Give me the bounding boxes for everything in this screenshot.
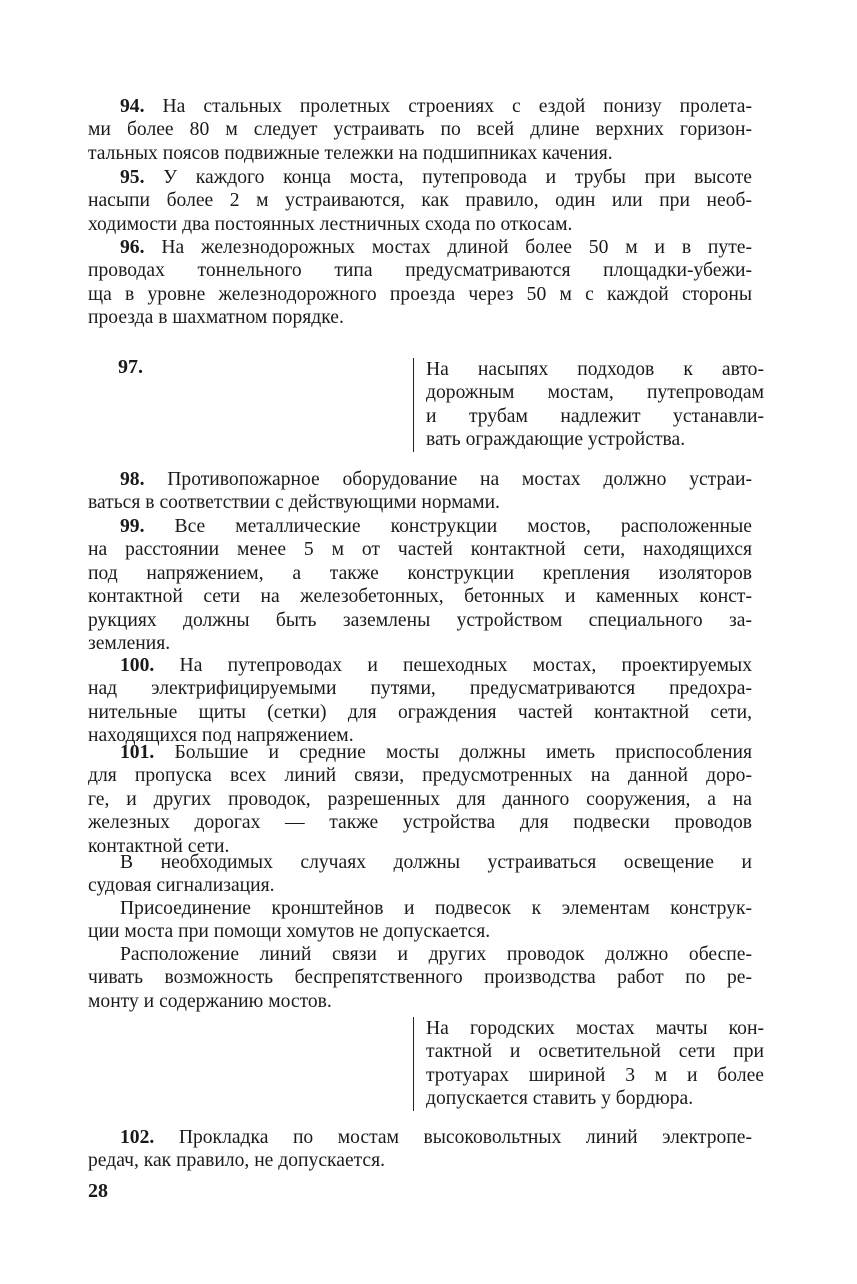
text-line: земления. — [88, 632, 171, 654]
paragraph-94 — [88, 95, 752, 165]
text-line: дорожным мостам, путепроводам — [426, 382, 764, 404]
text-line: рукциях должны быть заземлены устройством специального за- — [88, 609, 752, 631]
text-line: ми более 80 м следует устраивать по всей длине верхних горизон- — [88, 119, 752, 141]
item-number-97: 97. — [118, 356, 143, 378]
paragraph-99 — [88, 515, 752, 655]
text-line: вать ограждающие устройства. — [426, 429, 686, 451]
paragraph-101 — [88, 741, 752, 858]
text-line: под напряжением, а также конструкции крепления изоляторов — [88, 562, 752, 584]
paragraph-95 — [88, 166, 752, 236]
text-line: над электрифицируемыми путями, предусматриваются предохра- — [88, 678, 752, 700]
paragraph-101-cables — [88, 943, 752, 1013]
text-line: На путепроводах и пешеходных мостах, проектируемых — [179, 655, 752, 676]
item-number: 98. — [120, 469, 145, 490]
text-line: На насыпях подходов к авто- — [426, 359, 764, 380]
paragraph-98 — [88, 468, 752, 515]
text-line: для пропуска всех линий связи, предусмотренных на данной доро- — [88, 765, 752, 787]
text-line: ваться в соответствии с действующими нормами. — [88, 492, 500, 514]
text-line: ции моста при помощи хомутов не допускается. — [88, 921, 491, 943]
side-note-city-bridges — [413, 1017, 764, 1111]
text-line: У каждого конца моста, путепровода и трубы при высоте — [163, 167, 752, 188]
text-line: Противопожарное оборудование на мостах должно устраи- — [167, 469, 752, 490]
text-line: монту и содержанию мостов. — [88, 990, 332, 1012]
item-number: 96. — [120, 237, 145, 258]
text-line: На городских мостах мачты кон- — [426, 1018, 764, 1039]
text-line: Большие и средние мосты должны иметь приспособления — [174, 742, 752, 763]
paragraph-96 — [88, 236, 752, 330]
text-line: ща в уровне железнодорожного проезда через 50 м с каждой стороны — [88, 283, 752, 305]
text-line: насыпи более 2 м устраиваются, как правило, один или при необ- — [88, 190, 752, 212]
page-number: 28 — [88, 1180, 108, 1202]
side-note-97 — [413, 358, 764, 452]
item-number: 99. — [120, 516, 145, 537]
text-line: ходимости два постоянных лестничных схода по откосам. — [88, 213, 573, 235]
item-number: 94. — [120, 96, 145, 117]
text-line: допускается ставить у бордюра. — [426, 1088, 694, 1110]
text-line: нительные щиты (сетки) для ограждения частей контактной сети, — [88, 701, 752, 723]
text-line: проводах тоннельного типа предусматриваются площадки-убежи- — [88, 260, 752, 282]
paragraph-101-brackets — [88, 897, 752, 944]
text-line: судовая сигнализация. — [88, 875, 275, 897]
text-line: тальных поясов подвижные тележки на подшипниках качения. — [88, 142, 613, 164]
text-line: редач, как правило, не допускается. — [88, 1150, 386, 1172]
text-line: Расположение линий связи и других проводок должно обеспе- — [120, 944, 752, 965]
text-line: На стальных пролетных строениях с ездой понизу пролета- — [162, 96, 753, 117]
text-line: В необходимых случаях должны устраиваться освещение и — [120, 852, 752, 873]
text-line: контактной сети на железобетонных, бетонных и каменных конст- — [88, 586, 752, 608]
paragraph-102 — [88, 1126, 752, 1173]
item-number: 102. — [120, 1127, 155, 1148]
paragraph-100 — [88, 654, 752, 748]
paragraph-101-lighting — [88, 851, 752, 898]
text-line: железных дорогах — также устройства для подвески проводов — [88, 812, 752, 834]
text-line: чивать возможность беспрепятственного производства работ по ре- — [88, 967, 752, 989]
text-line: Присоединение кронштейнов и подвесок к элементам конструк- — [120, 898, 752, 919]
text-line: ге, и других проводок, разрешенных для данного сооружения, а на — [88, 788, 752, 810]
text-line: проезда в шахматном порядке. — [88, 307, 344, 329]
text-line: На железнодорожных мостах длиной более 50 м и в путе- — [161, 237, 752, 258]
text-line: и трубам надлежит устанавли- — [426, 405, 764, 427]
item-number: 101. — [120, 742, 155, 763]
item-number: 100. — [120, 655, 155, 676]
text-line: на расстоянии менее 5 м от частей контактной сети, находящихся — [88, 539, 752, 561]
item-number: 95. — [120, 167, 145, 188]
text-line: Прокладка по мостам высоковольтных линий электропе- — [178, 1127, 752, 1148]
text-line: контактной сети. — [88, 835, 230, 857]
text-line: тактной и осветительной сети при — [426, 1041, 764, 1063]
text-line: Все металлические конструкции мостов, расположенные — [174, 516, 752, 537]
text-line: тротуарах шириной 3 м и более — [426, 1064, 764, 1086]
text-line: находящихся под напряжением. — [88, 725, 354, 747]
